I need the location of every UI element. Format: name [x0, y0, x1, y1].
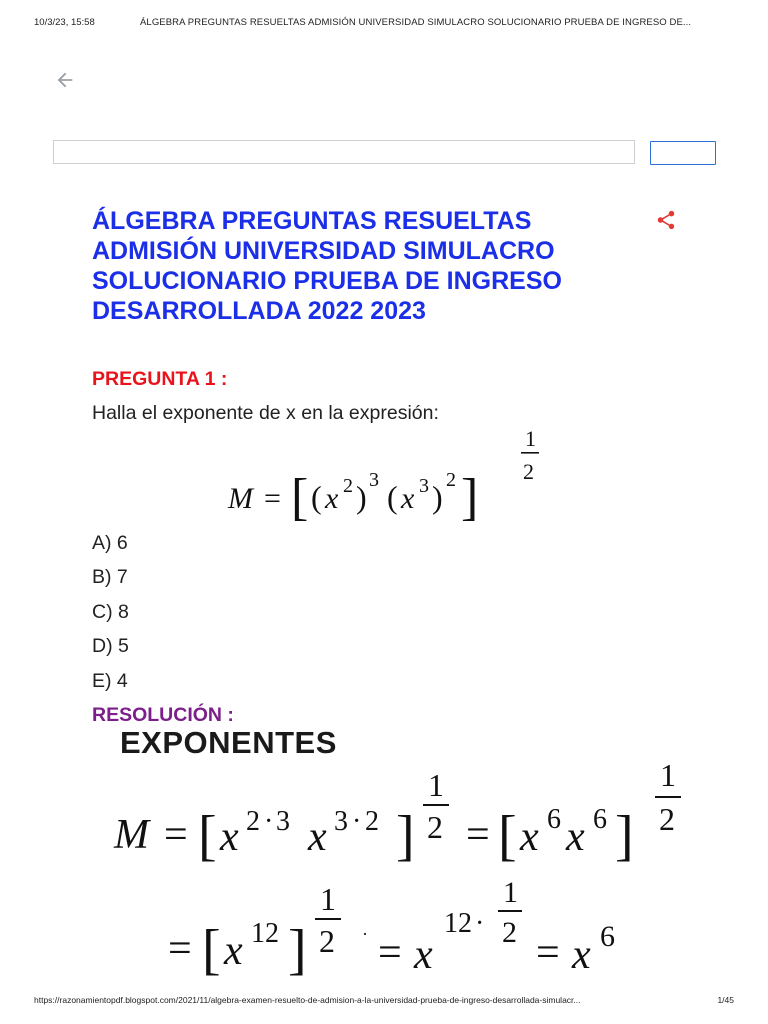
print-page-number: 1/45 [717, 995, 734, 1005]
resolution-formula-2-image [164, 870, 644, 980]
resolution-formula-1-image [110, 758, 690, 863]
svg-text:·: · [475, 908, 485, 939]
svg-text:=: = [164, 812, 188, 858]
option-e: E) 4 [92, 670, 128, 692]
question-formula-image [225, 426, 555, 521]
svg-text:(: ( [387, 479, 398, 515]
svg-text:1: 1 [320, 881, 336, 917]
svg-text:=: = [466, 812, 490, 858]
svg-text:]: ] [461, 469, 479, 521]
svg-text:2: 2 [523, 459, 534, 484]
svg-text:=: = [378, 930, 402, 976]
svg-text:2: 2 [365, 806, 379, 837]
arrow-left-icon[interactable] [54, 69, 76, 91]
svg-text:[: [ [498, 805, 517, 863]
resolution-label: RESOLUCIÓN : [92, 704, 234, 726]
svg-text:x: x [325, 482, 339, 515]
print-url: https://razonamientopdf.blogspot.com/2021/11/algebra-examen-resuelto-de-admision-a-la-universidad-prueba-de-ingreso-desarrollada-simulacr... [34, 995, 581, 1005]
svg-text:1: 1 [428, 767, 444, 803]
svg-text:·: · [264, 806, 274, 837]
svg-text:3: 3 [419, 475, 429, 497]
svg-text:(: ( [311, 479, 322, 515]
question-text: Halla el exponente de x en la expresión: [92, 402, 439, 424]
svg-text:x: x [572, 932, 591, 978]
svg-text:]: ] [396, 805, 415, 863]
svg-text:12: 12 [444, 908, 472, 939]
svg-text:=: = [536, 930, 560, 976]
svg-text:[: [ [198, 805, 217, 863]
svg-text:2: 2 [427, 809, 443, 845]
post-title: ÁLGEBRA PREGUNTAS RESUELTAS ADMISIÓN UNIVERSIDAD SIMULACRO SOLUCIONARIO PRUEBA DE INGRESO DESARROLLADA 2022 2023 [92, 207, 562, 325]
svg-text:M: M [228, 482, 253, 515]
svg-text:]: ] [288, 919, 307, 980]
svg-text:2: 2 [446, 469, 456, 491]
svg-text:·: · [362, 924, 368, 944]
option-a: A) 6 [92, 532, 128, 554]
print-date: 10/3/23, 15:58 [34, 17, 95, 28]
search-input[interactable] [53, 140, 635, 164]
svg-text:x: x [566, 814, 585, 860]
svg-text:3: 3 [276, 806, 290, 837]
share-icon[interactable] [655, 209, 677, 231]
svg-text:): ) [356, 479, 367, 515]
svg-text:2: 2 [319, 923, 335, 959]
svg-text:3: 3 [334, 806, 348, 837]
svg-text:M: M [114, 812, 149, 858]
question-label: PREGUNTA 1 : [92, 368, 228, 390]
svg-text:1: 1 [525, 426, 536, 451]
svg-text:6: 6 [547, 804, 561, 835]
svg-text:): ) [432, 479, 443, 515]
svg-text:6: 6 [600, 920, 615, 953]
search-button[interactable] [650, 141, 716, 165]
svg-text:=: = [264, 482, 281, 515]
svg-text:]: ] [615, 805, 634, 863]
svg-text:[: [ [202, 919, 221, 980]
svg-text:x: x [520, 814, 539, 860]
svg-text:2: 2 [502, 916, 517, 949]
svg-text:3: 3 [369, 469, 379, 491]
svg-text:2: 2 [659, 801, 675, 837]
svg-text:·: · [352, 806, 362, 837]
svg-text:6: 6 [593, 804, 607, 835]
svg-text:[: [ [291, 469, 309, 521]
svg-text:=: = [168, 926, 192, 972]
svg-text:1: 1 [503, 876, 518, 909]
svg-text:12: 12 [251, 918, 279, 949]
svg-text:1: 1 [660, 758, 676, 793]
resolution-heading: EXPONENTES [120, 725, 337, 760]
svg-text:2: 2 [343, 475, 353, 497]
print-title: ÁLGEBRA PREGUNTAS RESUELTAS ADMISIÓN UNIVERSIDAD SIMULACRO SOLUCIONARIO PRUEBA DE INGRESO DE... [140, 17, 692, 28]
option-d: D) 5 [92, 635, 129, 657]
svg-text:x: x [414, 932, 433, 978]
svg-text:x: x [224, 928, 243, 974]
svg-text:2: 2 [246, 806, 260, 837]
svg-text:x: x [308, 814, 327, 860]
option-c: C) 8 [92, 601, 129, 623]
svg-text:x: x [401, 482, 415, 515]
option-b: B) 7 [92, 566, 128, 588]
svg-text:x: x [220, 814, 239, 860]
